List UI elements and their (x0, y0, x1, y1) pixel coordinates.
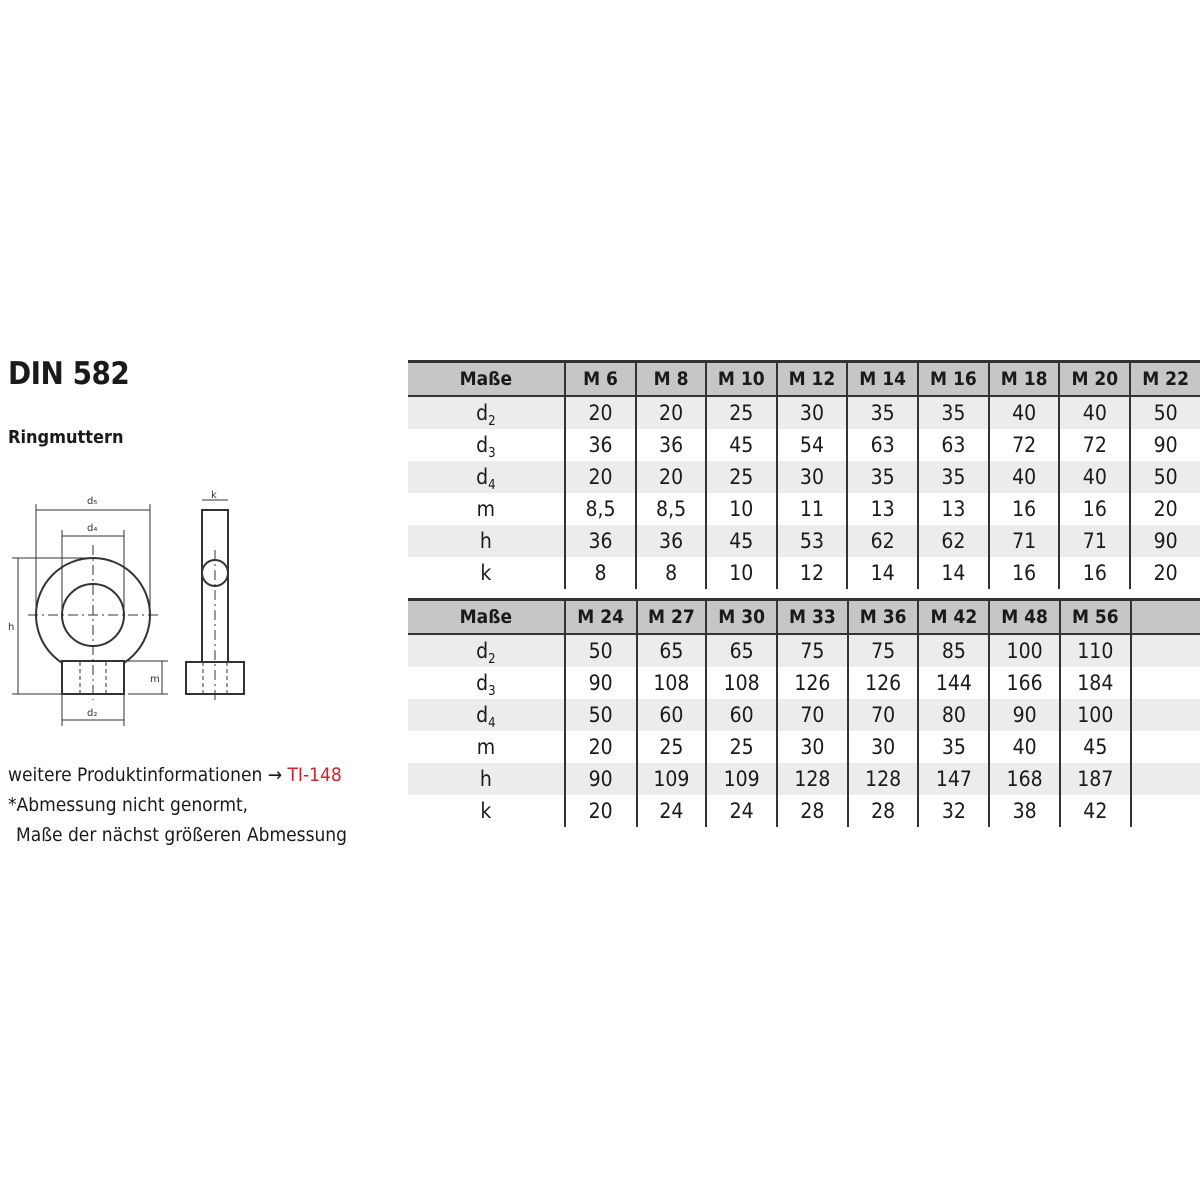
table-cell: 50 (565, 634, 637, 667)
table-row (408, 699, 1200, 731)
table-cell: 25 (706, 396, 777, 429)
row-label-subscript: 4 (488, 478, 496, 493)
table-header-row (408, 362, 1200, 397)
table-cell: 16 (1059, 493, 1130, 525)
label-d4: d₄ (87, 523, 98, 534)
table-cell: 24 (706, 795, 777, 827)
row-label (408, 429, 565, 461)
table-cell: 72 (1059, 429, 1130, 461)
row-label-base: m (476, 735, 496, 759)
table-row (408, 667, 1200, 699)
row-label-base: d (476, 433, 489, 457)
table-cell: 71 (989, 525, 1060, 557)
row-label-base: k (480, 561, 492, 585)
table-cell: 63 (847, 429, 918, 461)
size-header: M 48 (989, 600, 1060, 635)
size-header: M 6 (565, 362, 637, 397)
table-cell: 108 (637, 667, 707, 699)
row-label (408, 699, 565, 731)
row-label (408, 493, 565, 525)
table-row (408, 396, 1200, 429)
table-row (408, 731, 1200, 763)
table-cell: 128 (777, 763, 848, 795)
table-cell: 187 (1060, 763, 1131, 795)
size-header: M 22 (1130, 362, 1200, 397)
table-cell: 10 (706, 493, 777, 525)
table-cell: 38 (989, 795, 1060, 827)
table-cell: 144 (918, 667, 989, 699)
row-label (408, 396, 565, 429)
table-cell: 80 (918, 699, 989, 731)
size-header: M 36 (848, 600, 919, 635)
label-m: m (150, 674, 160, 685)
row-label (408, 763, 565, 795)
table-row (408, 795, 1200, 827)
table-cell: 35 (918, 396, 989, 429)
table-cell: 36 (636, 525, 706, 557)
row-label (408, 461, 565, 493)
table-row (408, 525, 1200, 557)
table-cell: 45 (706, 525, 777, 557)
table-cell: 16 (1059, 557, 1130, 589)
page-subtitle: Ringmuttern (8, 427, 124, 448)
size-header: M 56 (1060, 600, 1131, 635)
dimensions-table-1 (408, 360, 1200, 589)
table-cell: 65 (637, 634, 707, 667)
table-cell: 45 (706, 429, 777, 461)
size-header: M 27 (637, 600, 707, 635)
table-cell: 75 (777, 634, 848, 667)
table-cell: 168 (989, 763, 1060, 795)
table-cell: 75 (848, 634, 919, 667)
table-cell: 25 (706, 461, 777, 493)
ring-nut-technical-drawing (0, 490, 260, 730)
table-cell: 13 (847, 493, 918, 525)
table-cell: 30 (848, 731, 919, 763)
table-cell: 50 (1130, 396, 1200, 429)
table-cell: 11 (777, 493, 848, 525)
more-info-text: weitere Produktinformationen → (8, 764, 288, 786)
size-header: M 12 (777, 362, 848, 397)
table-cell: 20 (636, 461, 706, 493)
table-cell: 28 (848, 795, 919, 827)
table-cell: 35 (918, 461, 989, 493)
table-cell (1131, 795, 1200, 827)
table-cell: 90 (989, 699, 1060, 731)
row-label-base: d (476, 401, 489, 425)
size-header: M 8 (636, 362, 706, 397)
table-cell: 65 (706, 634, 777, 667)
table-cell: 16 (989, 557, 1060, 589)
header-label: Maße (408, 362, 565, 397)
table-cell: 14 (918, 557, 989, 589)
size-header: M 10 (706, 362, 777, 397)
table-cell: 90 (1130, 525, 1200, 557)
table-cell: 16 (989, 493, 1060, 525)
table-row (408, 461, 1200, 493)
row-label-subscript: 4 (488, 716, 496, 731)
table-cell: 8 (636, 557, 706, 589)
row-label-base: d (476, 671, 489, 695)
label-h: h (8, 622, 15, 633)
table-row (408, 763, 1200, 795)
table-cell: 110 (1060, 634, 1131, 667)
table-cell: 14 (847, 557, 918, 589)
table-cell: 60 (706, 699, 777, 731)
row-label (408, 667, 565, 699)
table-cell: 20 (1153, 497, 1178, 521)
table-cell: 90 (565, 763, 637, 795)
size-header: M 24 (565, 600, 637, 635)
table-cell: 108 (706, 667, 777, 699)
table-cell: 25 (637, 731, 707, 763)
table-cell: 35 (847, 461, 918, 493)
table-cell: 30 (777, 461, 848, 493)
table-cell: 71 (1059, 525, 1130, 557)
table-cell: 70 (777, 699, 848, 731)
size-header: M 42 (918, 600, 989, 635)
table-cell: 8 (565, 557, 637, 589)
table-cell: 63 (918, 429, 989, 461)
table-cell: 40 (989, 731, 1060, 763)
table-cell (1131, 667, 1200, 699)
table-cell: 30 (777, 731, 848, 763)
row-label-subscript: 3 (488, 684, 496, 699)
size-header: M 30 (706, 600, 777, 635)
table-cell: 20 (565, 461, 637, 493)
row-label-base: h (479, 529, 492, 553)
table-cell: 40 (1059, 461, 1130, 493)
table-cell: 30 (777, 396, 848, 429)
table-cell: 20 (565, 731, 637, 763)
table-cell: 100 (989, 634, 1060, 667)
table-row (408, 557, 1200, 589)
row-label-base: d (476, 639, 489, 663)
more-info-line (8, 760, 347, 790)
table-cell: 20 (636, 396, 706, 429)
table-cell: 35 (918, 731, 989, 763)
table-cell: 109 (637, 763, 707, 795)
size-header: M 20 (1059, 362, 1130, 397)
header-label: Maße (408, 600, 565, 635)
row-label (408, 557, 565, 589)
table-cell: 35 (847, 396, 918, 429)
label-d2: d₂ (87, 708, 98, 719)
table-cell: 42 (1060, 795, 1131, 827)
size-header: M 33 (777, 600, 848, 635)
row-label (408, 731, 565, 763)
row-label-base: k (480, 799, 492, 823)
table-cell: 128 (848, 763, 919, 795)
table-cell: 147 (918, 763, 989, 795)
table-cell: 54 (777, 429, 848, 461)
footnote-line-1: *Abmessung nicht genormt, (8, 794, 249, 816)
table-cell: 85 (918, 634, 989, 667)
label-k: k (211, 490, 217, 501)
table-cell: 126 (777, 667, 848, 699)
table-cell: 50 (1130, 461, 1200, 493)
size-header: M 14 (847, 362, 918, 397)
row-label (408, 795, 565, 827)
table-cell (1131, 731, 1200, 763)
more-info-link[interactable]: TI-148 (287, 764, 342, 786)
table-cell: 20 (565, 396, 637, 429)
row-label-subscript: 3 (488, 446, 496, 461)
table-cell: 45 (1060, 731, 1131, 763)
table-cell: 126 (848, 667, 919, 699)
product-info (8, 760, 347, 850)
row-label-base: h (479, 767, 492, 791)
table-cell: 24 (637, 795, 707, 827)
table-cell: 40 (989, 396, 1060, 429)
table-cell: 90 (565, 667, 637, 699)
row-label-base: d (476, 703, 489, 727)
table-row (408, 634, 1200, 667)
table-cell: 12 (777, 557, 848, 589)
row-label (408, 525, 565, 557)
table-header-row (408, 600, 1200, 635)
table-cell (1131, 763, 1200, 795)
table-cell: 20 (1153, 561, 1178, 585)
row-label-subscript: 2 (488, 652, 496, 667)
table-cell: 109 (706, 763, 777, 795)
table-cell: 8,5 (636, 493, 706, 525)
size-header (1131, 600, 1200, 635)
page-title: DIN 582 (8, 356, 130, 392)
table-cell: 36 (565, 525, 637, 557)
table-cell: 32 (918, 795, 989, 827)
table-cell: 50 (565, 699, 637, 731)
row-label-base: d (476, 465, 489, 489)
row-label-subscript: 2 (488, 414, 496, 429)
dimensions-table-2 (408, 598, 1200, 827)
table-cell: 62 (847, 525, 918, 557)
row-label-base: m (476, 497, 496, 521)
table-cell: 62 (918, 525, 989, 557)
table-cell: 60 (637, 699, 707, 731)
table-cell: 36 (636, 429, 706, 461)
table-row (408, 429, 1200, 461)
table-cell: 184 (1060, 667, 1131, 699)
table-cell: 20 (565, 795, 637, 827)
table-cell: 25 (706, 731, 777, 763)
size-header: M 16 (918, 362, 989, 397)
table-cell: 40 (1059, 396, 1130, 429)
footnote-line-2: Maße der nächst größeren Abmessung (16, 824, 347, 846)
table-cell: 72 (989, 429, 1060, 461)
table-cell: 40 (989, 461, 1060, 493)
table-cell (1131, 699, 1200, 731)
table-cell: 8,5 (565, 493, 637, 525)
table-cell: 70 (848, 699, 919, 731)
table-cell: 53 (777, 525, 848, 557)
table-cell (1131, 634, 1200, 667)
table-cell: 10 (706, 557, 777, 589)
label-d5: d₅ (87, 496, 98, 507)
table-cell: 100 (1060, 699, 1131, 731)
table-cell: 166 (989, 667, 1060, 699)
row-label (408, 634, 565, 667)
table-cell: 36 (565, 429, 637, 461)
table-row (408, 493, 1200, 525)
table-cell: 90 (1153, 433, 1178, 457)
table-cell: 13 (918, 493, 989, 525)
size-header: M 18 (989, 362, 1060, 397)
table-cell: 28 (777, 795, 848, 827)
